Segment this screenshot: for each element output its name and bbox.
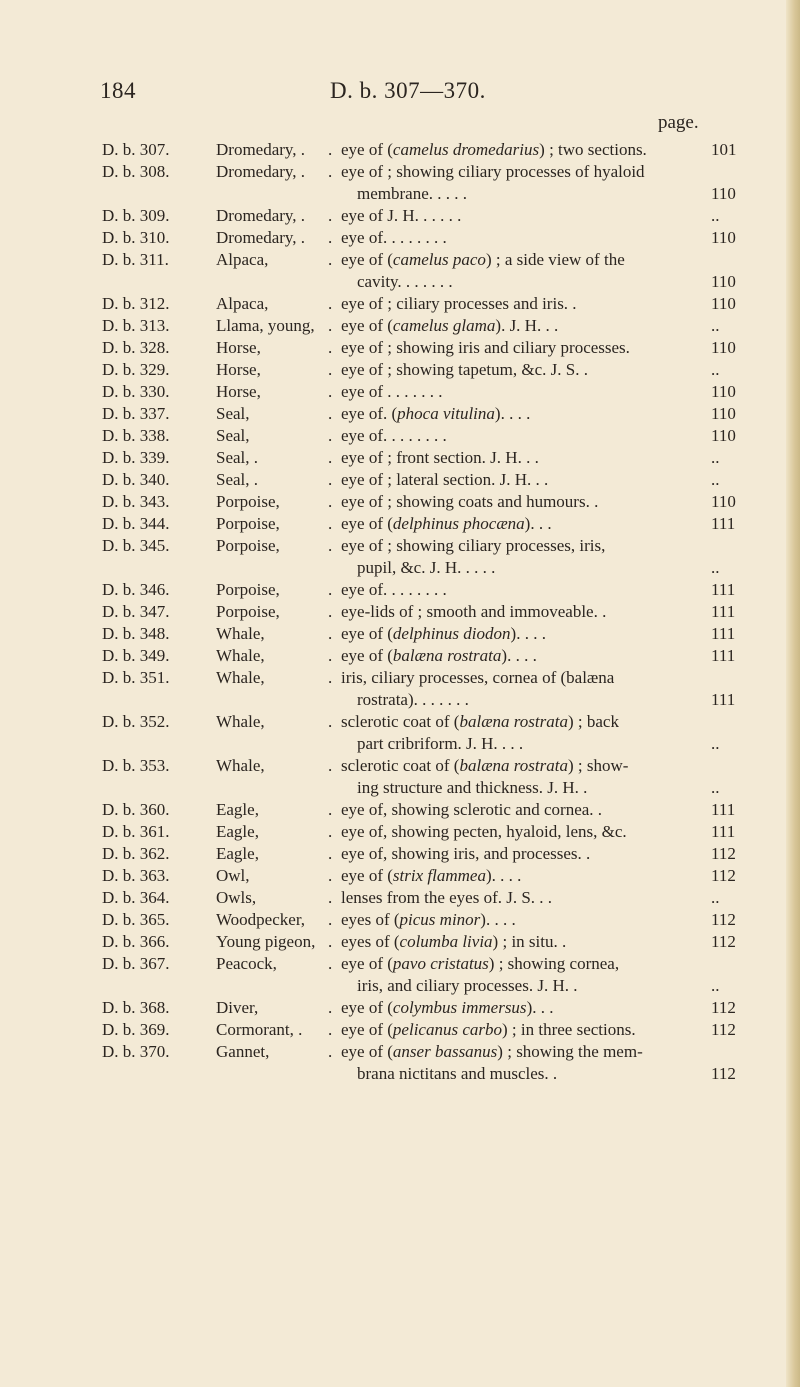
entry-description-continued: pupil, &c. J. H. . . . . bbox=[357, 558, 496, 577]
entry-catalogue-number: D. b. 313. bbox=[102, 316, 170, 335]
entry-page: .. bbox=[711, 976, 720, 995]
entry-page: 111 bbox=[711, 690, 736, 709]
leader-dot: . bbox=[328, 602, 333, 621]
entry-page: .. bbox=[711, 360, 720, 379]
entry-description: eye of (strix flammea). . . . bbox=[341, 866, 522, 885]
leader-dot: . bbox=[328, 954, 333, 973]
catalogue-entry bbox=[0, 712, 800, 756]
entry-page: 101 bbox=[711, 140, 737, 159]
leader-dot: . bbox=[328, 316, 333, 335]
catalogue-entry bbox=[0, 668, 800, 712]
catalogue-entry bbox=[0, 888, 800, 910]
catalogue-entry bbox=[0, 646, 800, 668]
entry-specimen: Alpaca, bbox=[216, 294, 269, 313]
leader-dot: . bbox=[328, 646, 333, 665]
entry-specimen: Owl, bbox=[216, 866, 250, 885]
leader-dot: . bbox=[328, 250, 333, 269]
entry-specimen: Whale, bbox=[216, 646, 265, 665]
leader-dot: . bbox=[328, 844, 333, 863]
entry-specimen: Porpoise, bbox=[216, 536, 280, 555]
entry-page: 110 bbox=[711, 294, 736, 313]
entry-description: eye of ; showing iris and ciliary processes. bbox=[341, 338, 630, 357]
leader-dot: . bbox=[328, 426, 333, 445]
entry-catalogue-number: D. b. 311. bbox=[102, 250, 169, 269]
entry-specimen: Dromedary, . bbox=[216, 140, 306, 159]
leader-dot: . bbox=[328, 756, 333, 775]
leader-dot: . bbox=[328, 140, 333, 159]
entry-description: eye of (camelus glama). J. H. . . bbox=[341, 316, 559, 335]
entry-description: lenses from the eyes of. J. S. . . bbox=[341, 888, 553, 907]
catalogue-entry bbox=[0, 756, 800, 800]
entry-description: eye of (delphinus diodon). . . . bbox=[341, 624, 546, 643]
entry-description-continued: rostrata). . . . . . . bbox=[357, 690, 469, 709]
catalogue-entry bbox=[0, 866, 800, 888]
leader-dot: . bbox=[328, 382, 333, 401]
catalogue-entry bbox=[0, 932, 800, 954]
catalogue-entry bbox=[0, 448, 800, 470]
leader-dot: . bbox=[328, 800, 333, 819]
catalogue-entry bbox=[0, 1020, 800, 1042]
catalogue-entry bbox=[0, 492, 800, 514]
entry-description: eye of (camelus paco) ; a side view of the bbox=[341, 250, 625, 269]
entry-catalogue-number: D. b. 344. bbox=[102, 514, 170, 533]
entry-specimen: Porpoise, bbox=[216, 602, 280, 621]
entry-specimen: Seal, . bbox=[216, 470, 259, 489]
entry-description: eye of. . . . . . . . bbox=[341, 228, 447, 247]
entry-specimen: Llama, young, bbox=[216, 316, 315, 335]
catalogue-entry bbox=[0, 404, 800, 426]
catalogue-entry bbox=[0, 822, 800, 844]
entry-catalogue-number: D. b. 340. bbox=[102, 470, 170, 489]
entry-description: eye of . . . . . . . bbox=[341, 382, 443, 401]
entry-description: eye of ; lateral section. J. H. . . bbox=[341, 470, 549, 489]
entry-specimen: Dromedary, . bbox=[216, 228, 306, 247]
entry-specimen: Seal, bbox=[216, 426, 250, 445]
catalogue-entry bbox=[0, 228, 800, 250]
entry-description: iris, ciliary processes, cornea of (balæna bbox=[341, 668, 615, 687]
catalogue-entry bbox=[0, 162, 800, 206]
page-number: 184 bbox=[100, 78, 136, 103]
entry-page: 110 bbox=[711, 338, 736, 357]
catalogue-entry bbox=[0, 140, 800, 162]
entry-specimen: Dromedary, . bbox=[216, 162, 306, 181]
entry-description: eye of, showing iris, and processes. . bbox=[341, 844, 591, 863]
entry-specimen: Whale, bbox=[216, 668, 265, 687]
leader-dot: . bbox=[328, 998, 333, 1017]
entry-description-continued: brana nictitans and muscles. . bbox=[357, 1064, 558, 1083]
entry-specimen: Peacock, bbox=[216, 954, 277, 973]
catalogue-entry bbox=[0, 514, 800, 536]
entry-description-continued: cavity. . . . . . . bbox=[357, 272, 453, 291]
entry-page: 111 bbox=[711, 514, 736, 533]
entry-page: 112 bbox=[711, 910, 736, 929]
entry-specimen: Cormorant, . bbox=[216, 1020, 303, 1039]
entry-catalogue-number: D. b. 339. bbox=[102, 448, 170, 467]
entry-catalogue-number: D. b. 361. bbox=[102, 822, 170, 841]
catalogue-entry bbox=[0, 470, 800, 492]
catalogue-entry bbox=[0, 580, 800, 602]
entry-description: eye of (anser bassanus) ; showing the mem- bbox=[341, 1042, 643, 1061]
entry-description: eye of J. H. . . . . . bbox=[341, 206, 462, 225]
catalogue-entry bbox=[0, 360, 800, 382]
entry-description: eye of, showing sclerotic and cornea. . bbox=[341, 800, 603, 819]
entry-catalogue-number: D. b. 312. bbox=[102, 294, 170, 313]
entry-catalogue-number: D. b. 329. bbox=[102, 360, 170, 379]
leader-dot: . bbox=[328, 932, 333, 951]
entry-page: .. bbox=[711, 778, 720, 797]
leader-dot: . bbox=[328, 492, 333, 511]
entry-page: 110 bbox=[711, 492, 736, 511]
leader-dot: . bbox=[328, 206, 333, 225]
entry-catalogue-number: D. b. 365. bbox=[102, 910, 170, 929]
entry-page: .. bbox=[711, 316, 720, 335]
entry-catalogue-number: D. b. 360. bbox=[102, 800, 170, 819]
leader-dot: . bbox=[328, 866, 333, 885]
entry-catalogue-number: D. b. 364. bbox=[102, 888, 170, 907]
entry-specimen: Eagle, bbox=[216, 822, 259, 841]
entry-catalogue-number: D. b. 345. bbox=[102, 536, 170, 555]
entry-page: .. bbox=[711, 206, 720, 225]
page-header bbox=[0, 70, 800, 110]
entry-catalogue-number: D. b. 351. bbox=[102, 668, 170, 687]
entry-page: 110 bbox=[711, 272, 736, 291]
entry-page: 110 bbox=[711, 404, 736, 423]
catalogue-entry bbox=[0, 844, 800, 866]
entry-specimen: Seal, . bbox=[216, 448, 259, 467]
entry-page: 110 bbox=[711, 228, 736, 247]
leader-dot: . bbox=[328, 624, 333, 643]
entry-description-continued: membrane. . . . . bbox=[357, 184, 467, 203]
catalogue-entry bbox=[0, 910, 800, 932]
entry-catalogue-number: D. b. 308. bbox=[102, 162, 170, 181]
leader-dot: . bbox=[328, 1020, 333, 1039]
entry-page: 111 bbox=[711, 646, 736, 665]
entry-catalogue-number: D. b. 310. bbox=[102, 228, 170, 247]
entry-page: 110 bbox=[711, 382, 736, 401]
entry-catalogue-number: D. b. 352. bbox=[102, 712, 170, 731]
leader-dot: . bbox=[328, 470, 333, 489]
catalogue-entries bbox=[0, 140, 800, 1086]
entry-description: eye of. (phoca vitulina). . . . bbox=[341, 404, 531, 423]
entry-description: eye of (colymbus immersus). . . bbox=[341, 998, 554, 1017]
entry-description: eye of. . . . . . . . bbox=[341, 426, 447, 445]
entry-description: eye of ; front section. J. H. . . bbox=[341, 448, 539, 467]
leader-dot: . bbox=[328, 888, 333, 907]
leader-dot: . bbox=[328, 360, 333, 379]
entry-description: eye of ; showing ciliary processes, iris, bbox=[341, 536, 606, 555]
entry-description: eye of ; showing tapetum, &c. J. S. . bbox=[341, 360, 588, 379]
catalogue-entry bbox=[0, 624, 800, 646]
catalogue-entry bbox=[0, 954, 800, 998]
entry-catalogue-number: D. b. 346. bbox=[102, 580, 170, 599]
leader-dot: . bbox=[328, 294, 333, 313]
entry-description: eye of ; ciliary processes and iris. . bbox=[341, 294, 577, 313]
entry-catalogue-number: D. b. 362. bbox=[102, 844, 170, 863]
entry-description: sclerotic coat of (balæna rostrata) ; show- bbox=[341, 756, 629, 775]
entry-page: .. bbox=[711, 470, 720, 489]
entry-page: 110 bbox=[711, 184, 736, 203]
entry-specimen: Eagle, bbox=[216, 800, 259, 819]
entry-specimen: Whale, bbox=[216, 712, 265, 731]
entry-page: .. bbox=[711, 734, 720, 753]
entry-specimen: Diver, bbox=[216, 998, 259, 1017]
entry-catalogue-number: D. b. 370. bbox=[102, 1042, 170, 1061]
entry-catalogue-number: D. b. 367. bbox=[102, 954, 170, 973]
entry-specimen: Woodpecker, bbox=[216, 910, 306, 929]
entry-specimen: Owls, bbox=[216, 888, 257, 907]
entry-catalogue-number: D. b. 363. bbox=[102, 866, 170, 885]
entry-description-continued: part cribriform. J. H. . . . bbox=[357, 734, 524, 753]
entry-page: 112 bbox=[711, 998, 736, 1017]
entry-page: 111 bbox=[711, 580, 736, 599]
entry-description: eye of, showing pecten, hyaloid, lens, &c. bbox=[341, 822, 627, 841]
entry-page: 111 bbox=[711, 602, 736, 621]
entry-specimen: Porpoise, bbox=[216, 492, 280, 511]
entry-page: 111 bbox=[711, 624, 736, 643]
entry-catalogue-number: D. b. 307. bbox=[102, 140, 170, 159]
catalogue-entry bbox=[0, 426, 800, 448]
entry-specimen: Horse, bbox=[216, 382, 261, 401]
entry-description: eye of (camelus dromedarius) ; two sections. bbox=[341, 140, 647, 159]
entry-page: 112 bbox=[711, 844, 736, 863]
entry-catalogue-number: D. b. 366. bbox=[102, 932, 170, 951]
entry-page: .. bbox=[711, 448, 720, 467]
entry-description: eye of (pelicanus carbo) ; in three sections. bbox=[341, 1020, 636, 1039]
entry-description: eye of (pavo cristatus) ; showing cornea, bbox=[341, 954, 620, 973]
entry-page: 112 bbox=[711, 1020, 736, 1039]
entry-catalogue-number: D. b. 328. bbox=[102, 338, 170, 357]
leader-dot: . bbox=[328, 338, 333, 357]
catalogue-entry bbox=[0, 206, 800, 228]
entry-specimen: Porpoise, bbox=[216, 514, 280, 533]
entry-description: sclerotic coat of (balæna rostrata) ; back bbox=[341, 712, 619, 731]
leader-dot: . bbox=[328, 822, 333, 841]
entry-description: eye-lids of ; smooth and immoveable. . bbox=[341, 602, 607, 621]
leader-dot: . bbox=[328, 668, 333, 687]
entry-description: eyes of (columba livia) ; in situ. . bbox=[341, 932, 567, 951]
entry-catalogue-number: D. b. 309. bbox=[102, 206, 170, 225]
catalogue-entry bbox=[0, 338, 800, 360]
page-title: D. b. 307—370. bbox=[330, 78, 486, 103]
catalogue-entry bbox=[0, 800, 800, 822]
page-column-label: page. bbox=[658, 112, 699, 133]
entry-page: .. bbox=[711, 558, 720, 577]
entry-page: 110 bbox=[711, 426, 736, 445]
entry-specimen: Gannet, bbox=[216, 1042, 270, 1061]
entry-page: 111 bbox=[711, 822, 736, 841]
entry-specimen: Alpaca, bbox=[216, 250, 269, 269]
entry-specimen: Seal, bbox=[216, 404, 250, 423]
entry-page: 112 bbox=[711, 932, 736, 951]
entry-specimen: Dromedary, . bbox=[216, 206, 306, 225]
leader-dot: . bbox=[328, 580, 333, 599]
leader-dot: . bbox=[328, 910, 333, 929]
entry-catalogue-number: D. b. 337. bbox=[102, 404, 170, 423]
entry-description: eye of ; showing coats and humours. . bbox=[341, 492, 599, 511]
entry-specimen: Horse, bbox=[216, 338, 261, 357]
entry-specimen: Whale, bbox=[216, 756, 265, 775]
catalogue-entry bbox=[0, 294, 800, 316]
entry-description-continued: iris, and ciliary processes. J. H. . bbox=[357, 976, 578, 995]
catalogue-entry bbox=[0, 382, 800, 404]
leader-dot: . bbox=[328, 404, 333, 423]
entry-page: 112 bbox=[711, 1064, 736, 1083]
catalogue-entry bbox=[0, 316, 800, 338]
entry-description: eye of ; showing ciliary processes of hyaloid bbox=[341, 162, 645, 181]
entry-specimen: Eagle, bbox=[216, 844, 259, 863]
entry-description: eye of (delphinus phocæna). . . bbox=[341, 514, 552, 533]
catalogue-entry bbox=[0, 602, 800, 624]
leader-dot: . bbox=[328, 228, 333, 247]
catalogue-entry bbox=[0, 998, 800, 1020]
entry-catalogue-number: D. b. 347. bbox=[102, 602, 170, 621]
entry-catalogue-number: D. b. 353. bbox=[102, 756, 170, 775]
catalogue-entry bbox=[0, 250, 800, 294]
leader-dot: . bbox=[328, 712, 333, 731]
entry-description: eyes of (picus minor). . . . bbox=[341, 910, 516, 929]
entry-page: 111 bbox=[711, 800, 736, 819]
entry-specimen: Horse, bbox=[216, 360, 261, 379]
entry-specimen: Whale, bbox=[216, 624, 265, 643]
entry-page: .. bbox=[711, 888, 720, 907]
leader-dot: . bbox=[328, 514, 333, 533]
entry-specimen: Porpoise, bbox=[216, 580, 280, 599]
entry-description: eye of. . . . . . . . bbox=[341, 580, 447, 599]
entry-page: 112 bbox=[711, 866, 736, 885]
entry-catalogue-number: D. b. 369. bbox=[102, 1020, 170, 1039]
catalogue-entry bbox=[0, 536, 800, 580]
leader-dot: . bbox=[328, 162, 333, 181]
entry-catalogue-number: D. b. 349. bbox=[102, 646, 170, 665]
leader-dot: . bbox=[328, 1042, 333, 1061]
entry-catalogue-number: D. b. 330. bbox=[102, 382, 170, 401]
entry-description: eye of (balæna rostrata). . . . bbox=[341, 646, 537, 665]
entry-catalogue-number: D. b. 338. bbox=[102, 426, 170, 445]
entry-description-continued: ing structure and thickness. J. H. . bbox=[357, 778, 588, 797]
leader-dot: . bbox=[328, 448, 333, 467]
entry-catalogue-number: D. b. 368. bbox=[102, 998, 170, 1017]
entry-catalogue-number: D. b. 343. bbox=[102, 492, 170, 511]
catalogue-entry bbox=[0, 1042, 800, 1086]
entry-catalogue-number: D. b. 348. bbox=[102, 624, 170, 643]
entry-specimen: Young pigeon, bbox=[216, 932, 316, 951]
leader-dot: . bbox=[328, 536, 333, 555]
